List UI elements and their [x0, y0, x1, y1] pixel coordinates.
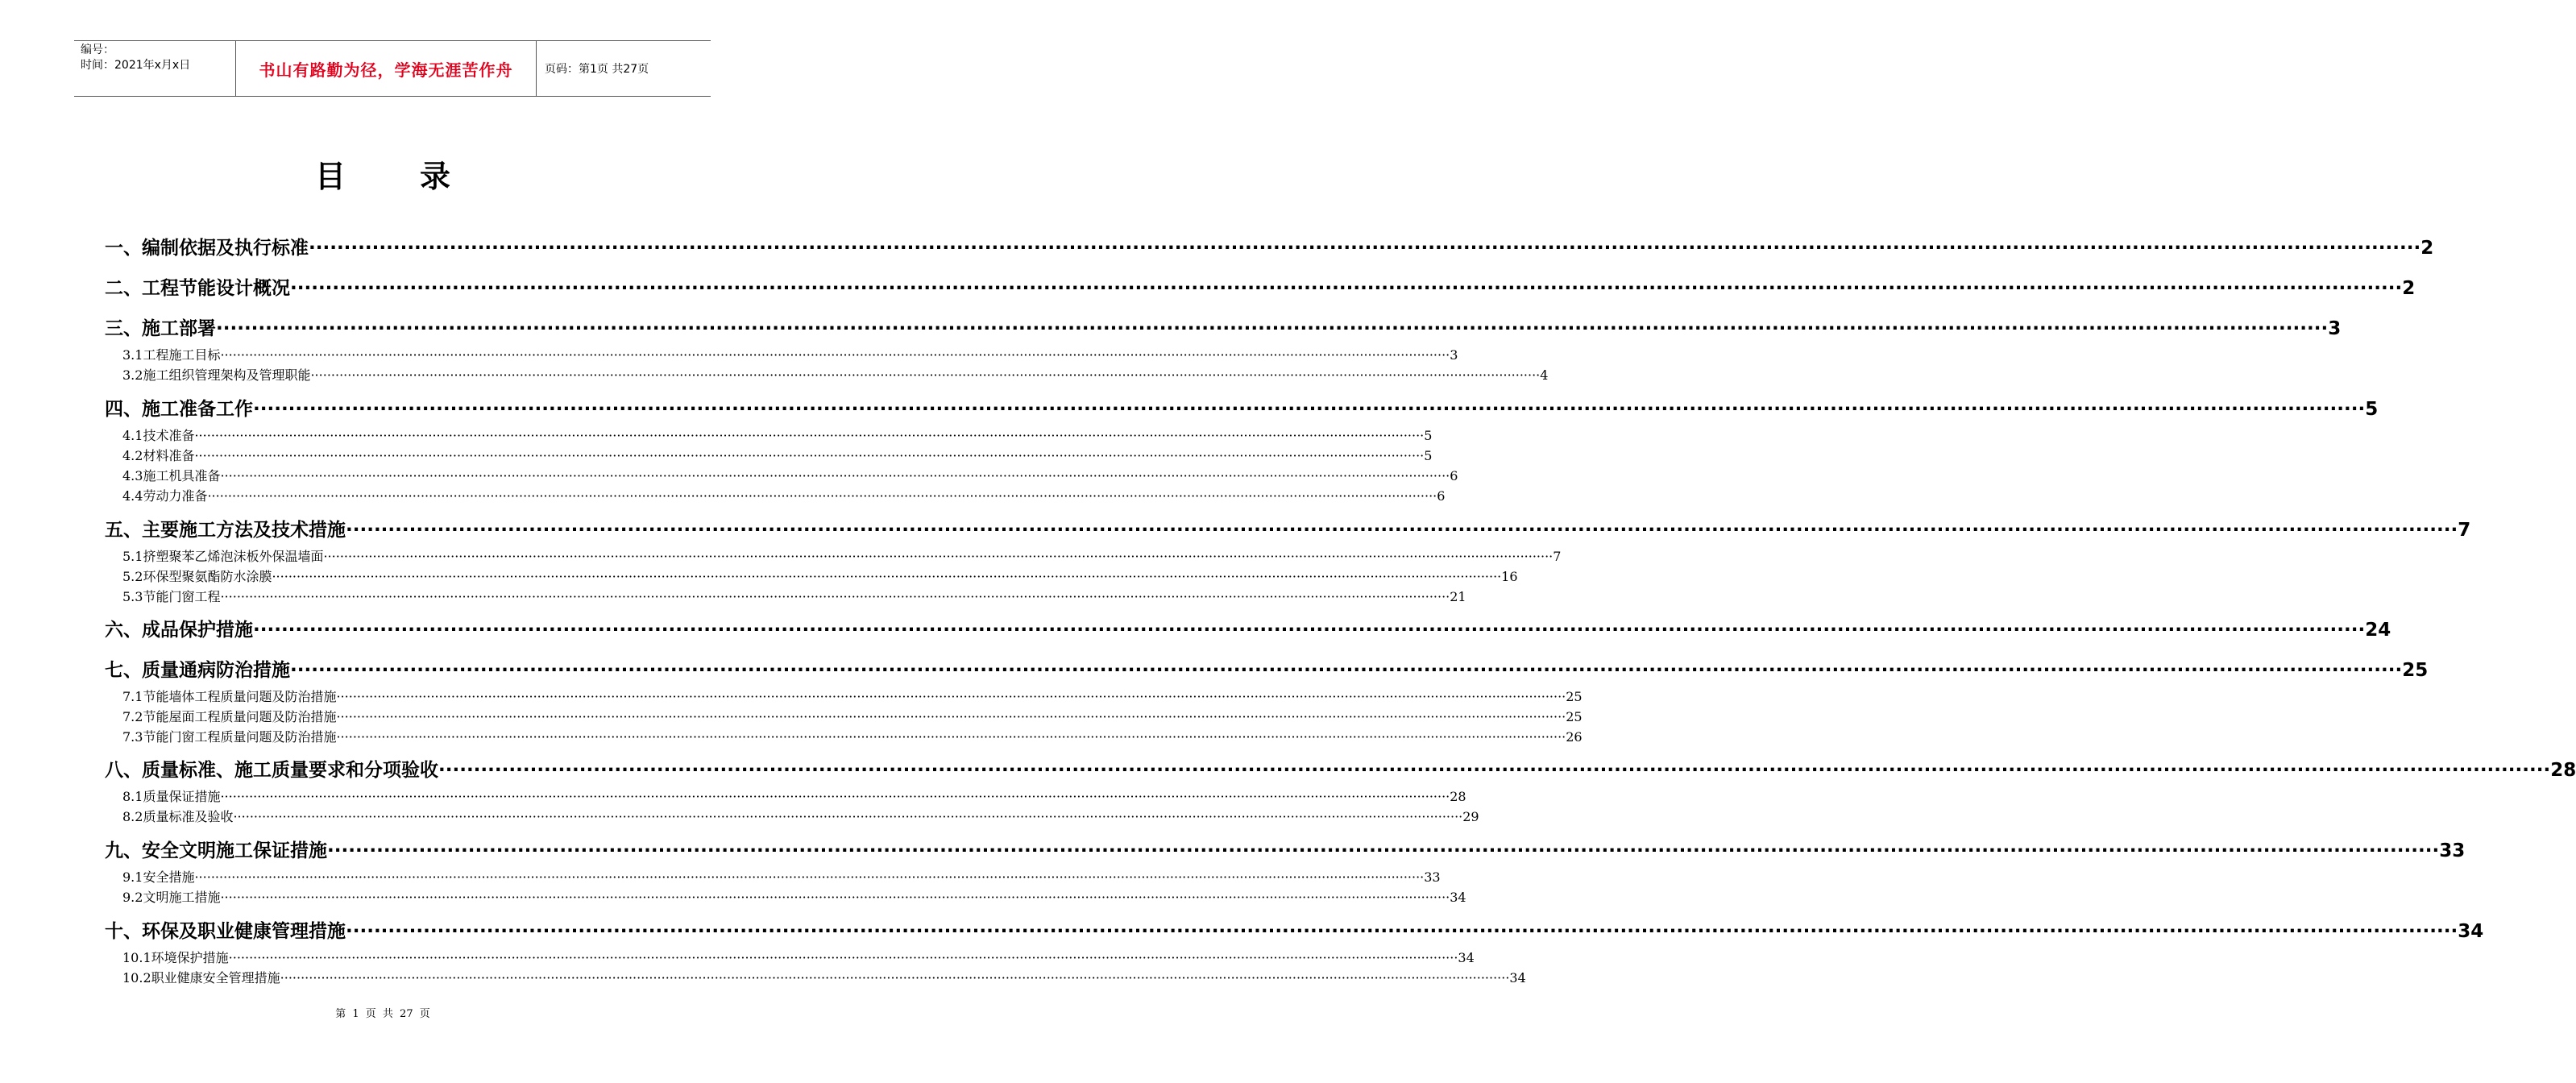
toc-title: 目录 [314, 159, 525, 194]
toc-entry-label: 工程施工目标 [143, 347, 221, 363]
toc-entry-label: 六、成品保护措施 [105, 620, 253, 641]
toc-section-number: 5.3 [122, 589, 143, 604]
toc-dot-leader: ············································································································································································································································································································ [346, 520, 2458, 541]
toc-page-number: 7 [2458, 520, 2471, 541]
toc-section-number: 3.2 [122, 367, 143, 383]
toc-entry-label: 十、环保及职业健康管理措施 [105, 921, 346, 942]
toc-section-entry[interactable] [122, 425, 1433, 444]
toc-page-number: 34 [1509, 970, 1526, 985]
toc-dot-leader: ············································································································································································································································································································ [346, 921, 2458, 942]
toc-page-number: 2 [2402, 278, 2416, 299]
toc-entry-label: 节能门窗工程 [143, 589, 221, 604]
toc-dot-leader: ············································································································································································································································································································ [253, 399, 2366, 420]
toc-dot-leader: ············································································································································································································································································································ [336, 729, 1566, 745]
toc-section-entry[interactable] [122, 345, 1458, 363]
toc-section-number: 8.2 [122, 809, 143, 824]
toc-dot-leader: ············································································································································································································································································································ [220, 890, 1450, 905]
toc-dot-leader: ············································································································································································································································································································ [216, 318, 2329, 339]
header-meta [74, 41, 235, 96]
toc-chapter-entry[interactable] [105, 313, 2342, 340]
toc-dot-leader: ············································································································································································································································································································ [220, 589, 1450, 604]
toc-dot-leader: ············································································································································································································································································································ [323, 549, 1553, 564]
page-header [74, 40, 711, 97]
toc-section-number: 4.1 [122, 428, 143, 443]
toc-dot-leader: ············································································································································································································································································································ [194, 428, 1425, 443]
toc-entry-label: 环境保护措施 [151, 950, 229, 965]
toc-section-entry[interactable] [122, 786, 1466, 805]
toc-dot-leader: ············································································································································································································································································································ [438, 760, 2551, 781]
toc-section-number: 5.1 [122, 549, 143, 564]
toc-page-number: 25 [1566, 709, 1583, 724]
toc-section-entry[interactable] [122, 707, 1583, 725]
toc-entry-label: 二、工程节能设计概况 [105, 278, 290, 299]
toc-section-number: 9.1 [122, 869, 143, 885]
toc-entry-label: 五、主要施工方法及技术措施 [105, 520, 346, 541]
toc-section-entry[interactable] [122, 727, 1583, 745]
toc-dot-leader: ············································································································································································································································································································ [309, 238, 2421, 259]
toc-section-number: 7.2 [122, 709, 143, 724]
toc-page-number: 6 [1450, 468, 1458, 483]
toc-dot-leader: ············································································································································································································································································································ [207, 488, 1437, 504]
toc-chapter-entry[interactable] [105, 916, 2484, 943]
toc-entry-label: 劳动力准备 [143, 488, 208, 504]
toc-entry-label: 施工机具准备 [143, 468, 221, 483]
toc-page-number: 3 [1450, 347, 1458, 363]
toc-section-number: 5.2 [122, 569, 143, 584]
toc-entry-label: 质量标准及验收 [143, 809, 234, 824]
toc-dot-leader: ············································································································································································································································································································ [220, 347, 1450, 363]
toc-page-number: 2 [2420, 238, 2434, 259]
toc-entry-label: 节能墙体工程质量问题及防治措施 [143, 689, 337, 704]
toc-dot-leader: ············································································································································································································································································································ [290, 278, 2403, 299]
toc-entry-label: 挤塑聚苯乙烯泡沫板外保温墙面 [143, 549, 324, 564]
toc-section-entry[interactable] [122, 446, 1433, 464]
toc-section-entry[interactable] [122, 486, 1446, 504]
toc-entry-label: 文明施工措施 [143, 890, 221, 905]
toc-page-number: 6 [1437, 488, 1446, 504]
toc-section-entry[interactable] [122, 587, 1466, 605]
toc-chapter-entry[interactable] [105, 836, 2466, 862]
toc-dot-leader: ············································································································································································································································································································ [220, 468, 1450, 483]
toc-page-number: 28 [1450, 789, 1466, 804]
toc-section-number: 9.2 [122, 890, 143, 905]
toc-entry-label: 安全措施 [143, 869, 195, 885]
toc-chapter-entry[interactable] [105, 273, 2416, 300]
toc-section-entry[interactable] [122, 566, 1518, 585]
toc-dot-leader: ············································································································································································································································································································ [327, 840, 2440, 861]
toc-entry-label: 施工组织管理架构及管理职能 [143, 367, 311, 383]
toc-section-number: 7.3 [122, 729, 143, 745]
toc-section-number: 10.1 [122, 950, 151, 965]
toc-entry-label: 质量保证措施 [143, 789, 221, 804]
toc-dot-leader: ············································································································································································································································································································ [228, 950, 1458, 965]
toc-page-number: 24 [2365, 620, 2391, 641]
toc-dot-leader: ············································································································································································································································································································ [253, 620, 2366, 641]
toc-chapter-entry[interactable] [105, 233, 2434, 259]
toc-section-entry[interactable] [122, 546, 1562, 565]
toc-dot-leader: ············································································································································································································································································································ [280, 970, 1510, 985]
toc-entry-label: 九、安全文明施工保证措施 [105, 840, 327, 861]
toc-entry-label: 职业健康安全管理措施 [151, 970, 280, 985]
toc-chapter-entry[interactable] [105, 515, 2471, 542]
toc-page-number: 4 [1540, 367, 1549, 383]
toc-page-number: 25 [2402, 660, 2429, 681]
toc-section-entry[interactable] [122, 365, 1549, 384]
toc-entry-label: 一、编制依据及执行标准 [105, 238, 309, 259]
toc-dot-leader: ············································································································································································································································································································ [233, 809, 1463, 824]
toc-page-number: 33 [1424, 869, 1441, 885]
header-motto: 书山有路勤为径，学海无涯苦作舟 [235, 41, 537, 96]
toc-section-entry[interactable] [122, 948, 1475, 966]
toc-chapter-entry[interactable] [105, 394, 2379, 421]
toc-section-entry[interactable] [122, 807, 1479, 825]
toc-page-number: 16 [1501, 569, 1518, 584]
toc-page-number: 34 [1458, 950, 1475, 965]
toc-entry-label: 三、施工部署 [105, 318, 216, 339]
toc-chapter-entry[interactable] [105, 755, 2576, 782]
toc-entry-label: 材料准备 [143, 448, 195, 463]
toc-section-entry[interactable] [122, 466, 1458, 484]
header-page-info: 页码：第1页 共27页 [545, 63, 649, 76]
toc-page-number: 7 [1553, 549, 1562, 564]
toc-dot-leader: ············································································································································································································································································································ [272, 569, 1502, 584]
toc-section-number: 4.2 [122, 448, 143, 463]
toc-section-entry[interactable] [122, 867, 1441, 886]
page-footer: 第 1 页 共 27 页 [335, 1008, 430, 1020]
toc-dot-leader: ············································································································································································································································································································ [220, 789, 1450, 804]
document-date: 时间：2021年x月x日 [81, 59, 191, 72]
toc-page-number: 5 [1424, 428, 1433, 443]
toc-section-number: 7.1 [122, 689, 143, 704]
toc-dot-leader: ············································································································································································································································································································ [336, 709, 1566, 724]
document-number-label: 编号： [81, 44, 114, 56]
toc-chapter-entry[interactable] [105, 655, 2429, 682]
toc-entry-label: 四、施工准备工作 [105, 399, 253, 420]
toc-page-number: 26 [1566, 729, 1583, 745]
toc-entry-label: 技术准备 [143, 428, 195, 443]
toc-entry-label: 八、质量标准、施工质量要求和分项验收 [105, 760, 438, 781]
toc-page-number: 29 [1462, 809, 1479, 824]
toc-page-number: 28 [2550, 760, 2576, 781]
toc-section-entry[interactable] [122, 968, 1526, 986]
toc-page-number: 34 [1450, 890, 1466, 905]
toc-page-number: 25 [1566, 689, 1583, 704]
toc-section-number: 4.3 [122, 468, 143, 483]
toc-entry-label: 环保型聚氨酯防水涂膜 [143, 569, 272, 584]
toc-entry-label: 七、质量通病防治措施 [105, 660, 290, 681]
toc-section-number: 4.4 [122, 488, 143, 504]
toc-page-number: 34 [2458, 921, 2484, 942]
toc-section-entry[interactable] [122, 687, 1583, 705]
toc-entry-label: 节能门窗工程质量问题及防治措施 [143, 729, 337, 745]
toc-section-number: 3.1 [122, 347, 143, 363]
toc-section-number: 10.2 [122, 970, 151, 985]
toc-dot-leader: ············································································································································································································································································································ [194, 869, 1425, 885]
toc-page-number: 5 [1424, 448, 1433, 463]
toc-section-entry[interactable] [122, 887, 1466, 906]
toc-section-number: 8.1 [122, 789, 143, 804]
toc-page-number: 33 [2439, 840, 2466, 861]
toc-chapter-entry[interactable] [105, 615, 2391, 641]
toc-dot-leader: ············································································································································································································································································································ [290, 660, 2403, 681]
toc-dot-leader: ············································································································································································································································································································ [194, 448, 1425, 463]
toc-dot-leader: ············································································································································································································································································································ [336, 689, 1566, 704]
toc-page-number: 5 [2365, 399, 2379, 420]
toc-page-number: 3 [2328, 318, 2342, 339]
toc-page-number: 21 [1450, 589, 1466, 604]
toc-dot-leader: ············································································································································································································································································································ [310, 367, 1541, 383]
toc-entry-label: 节能屋面工程质量问题及防治措施 [143, 709, 337, 724]
